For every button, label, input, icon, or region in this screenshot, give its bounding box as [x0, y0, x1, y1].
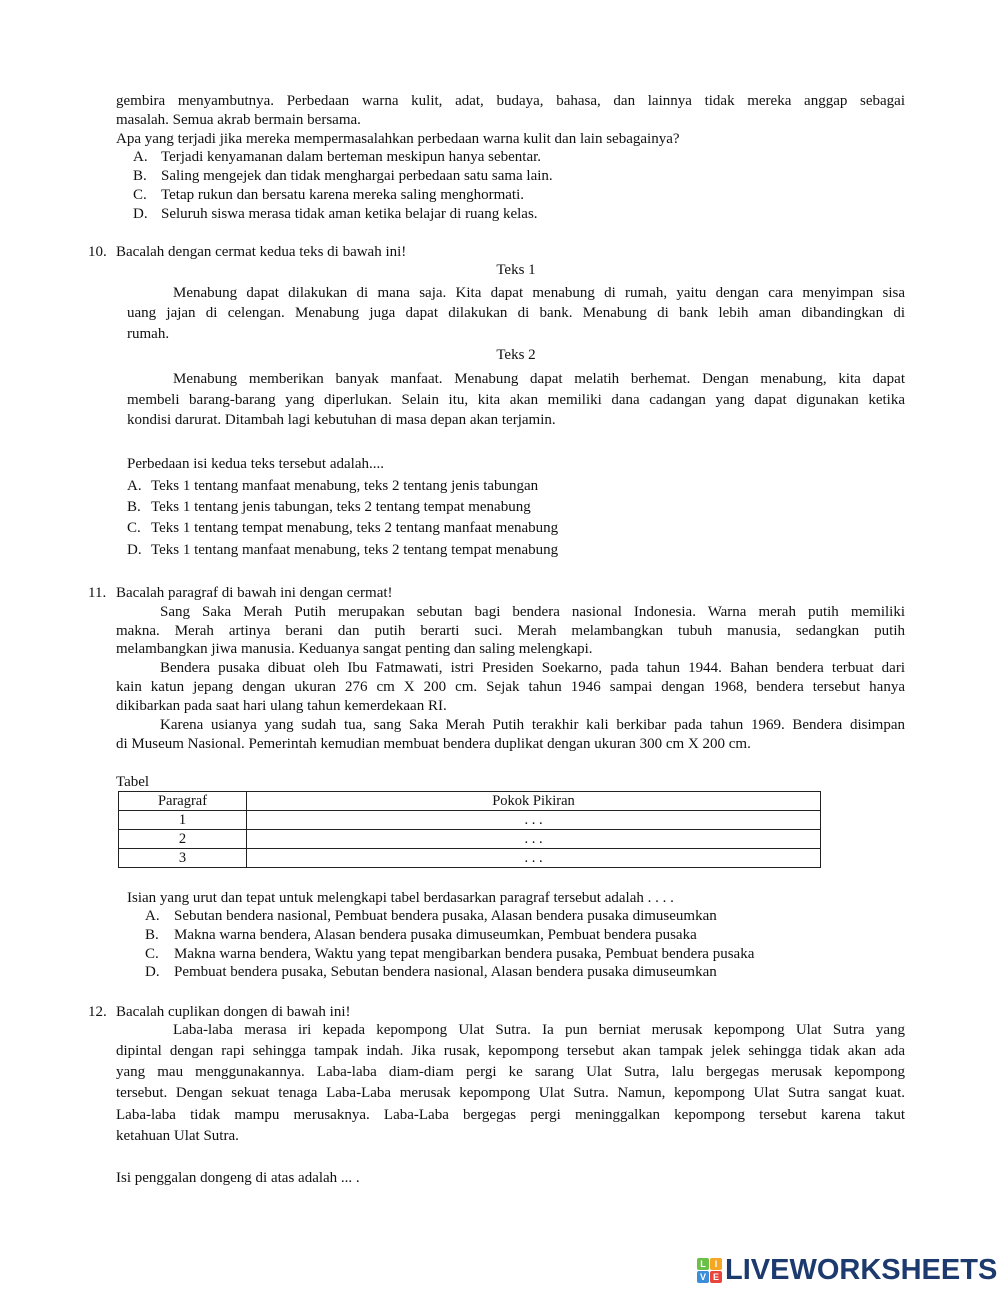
q10-option-c: Teks 1 tentang tempat menabung, teks 2 tentang manfaat menabung [151, 520, 559, 536]
q11-option-c: Makna warna bendera, Waktu yang tepat mengibarkan bendera pusaka, Pembuat bendera pusaka [174, 946, 755, 962]
q9-option-b-letter: B. [133, 168, 147, 184]
table-row [119, 830, 821, 849]
q11-number: 11. [88, 585, 107, 601]
q10-text2-line: Menabung memberikan banyak manfaat. Menabung dapat melatih berhemat. Dengan menabung, kita dapat [173, 371, 905, 387]
q12-passage-line: yang mau menggunakannya. Laba-laba diam-diam pergi ke sarang Ulat Sutra, lalu bergegas merusak kepompong [116, 1064, 905, 1080]
table-cell: . . . [247, 830, 821, 849]
q11-passage-line: di Museum Nasional. Pemerintah kemudian membuat bendera duplikat dengan ukuran 300 cm X 200 cm. [116, 736, 751, 752]
q10-option-b: Teks 1 tentang jenis tabungan, teks 2 tentang tempat menabung [151, 499, 531, 515]
table-cell: 2 [119, 830, 247, 849]
table-cell: . . . [247, 811, 821, 830]
table-cell: 1 [119, 811, 247, 830]
logo-wordmark: LIVEWORKSHEETS [725, 1254, 998, 1286]
q10-text1-line: Menabung dapat dilakukan di mana saja. Kita dapat menabung di rumah, yaitu dengan cara menyimpan sisa [173, 285, 905, 301]
q9-option-d-letter: D. [133, 206, 148, 222]
table-row [119, 849, 821, 868]
q11-table-label: Tabel [116, 774, 150, 790]
q9-question: Apa yang terjadi jika mereka mempermasalahkan perbedaan warna kulit dan lain sebagainya? [116, 131, 680, 147]
q11-passage-line: Bendera pusaka dibuat oleh Ibu Fatmawati, istri Presiden Soekarno, pada tahun 1944. Bahan bendera terbuat dari [160, 660, 905, 676]
liveworksheets-logo [697, 1256, 997, 1284]
live-logo-icon [697, 1258, 722, 1283]
q12-instruction: Bacalah cuplikan dongen di bawah ini! [116, 1004, 351, 1020]
q11-option-b-letter: B. [145, 927, 159, 943]
q11-option-a: Sebutan bendera nasional, Pembuat bendera pusaka, Alasan bendera pusaka dimuseumkan [174, 908, 717, 924]
q11-passage-line: kain katun jepang dengan ukuran 276 cm X 200 cm. Sejak tahun 1946 sampai dengan 1968, bendera tersebut hanya [116, 679, 905, 695]
table-row [119, 811, 821, 830]
q11-option-c-letter: C. [145, 946, 159, 962]
table-header-row [119, 792, 821, 811]
q10-option-d-letter: D. [127, 542, 142, 558]
q10-text2-title: Teks 2 [496, 347, 536, 363]
logo-letter: L [697, 1258, 709, 1270]
logo-letter: E [710, 1271, 722, 1283]
logo-letter: I [710, 1258, 722, 1270]
q11-instruction: Bacalah paragraf di bawah ini dengan cermat! [116, 585, 393, 601]
logo-letter: V [697, 1271, 709, 1283]
table-cell: 3 [119, 849, 247, 868]
q12-passage-line: Laba-laba tidak mampu merusaknya. Laba-Laba bergegas pergi meninggalkan kepompong tersebut karena takut [116, 1107, 905, 1123]
q10-instruction: Bacalah dengan cermat kedua teks di bawah ini! [116, 244, 407, 260]
table-cell: . . . [247, 849, 821, 868]
q11-option-d-letter: D. [145, 964, 160, 980]
q10-option-b-letter: B. [127, 499, 141, 515]
q10-text1-title: Teks 1 [496, 262, 536, 278]
q12-passage-line: ketahuan Ulat Sutra. [116, 1128, 239, 1144]
q10-text1-line: rumah. [127, 326, 170, 342]
q12-passage-line: dipintal dengan rapi sehingga tampak indah. Jika rusak, kepompong tersebut akan tampak jelek sehingga tidak akan ada [116, 1043, 905, 1059]
q9-option-b: Saling mengejek dan tidak menghargai perbedaan satu sama lain. [161, 168, 553, 184]
q11-passage-line: Karena usianya yang sudah tua, sang Saka Merah Putih terakhir kali berkibar pada tahun 1969. Bendera disimpan [160, 717, 905, 733]
q9-option-a: Terjadi kenyamanan dalam berteman meskipun hanya sebentar. [161, 149, 542, 165]
q11-passage-line: melambangkan jiwa manusia. Keduanya sangat penting dan saling melengkapi. [116, 641, 593, 657]
q10-text2-line: membeli barang-barang yang diperlukan. Selain itu, kita akan memiliki dana cadangan yang dapat digunakan ketika [127, 392, 905, 408]
q10-text1-line: uang jajan di celengan. Menabung juga dapat dilakukan di bank. Menabung di bank lebih aman dibandingkan di [127, 305, 905, 321]
q11-table [118, 791, 821, 868]
q9-passage-line: gembira menyambutnya. Perbedaan warna kulit, adat, budaya, bahasa, dan lainnya tidak mereka anggap sebagai [116, 93, 905, 109]
q10-option-a-letter: A. [127, 478, 142, 494]
q12-question: Isi penggalan dongeng di atas adalah ... . [116, 1170, 360, 1186]
q9-option-c-letter: C. [133, 187, 147, 203]
q9-passage-line: masalah. Semua akrab bermain bersama. [116, 112, 361, 128]
q11-question: Isian yang urut dan tepat untuk melengkapi tabel berdasarkan paragraf tersebut adalah . . . . [127, 890, 674, 906]
q10-option-a: Teks 1 tentang manfaat menabung, teks 2 tentang jenis tabungan [151, 478, 539, 494]
q11-passage-line: makna. Merah artinya berani dan putih berarti suci. Merah melambangkan tubuh manusia, sedangkan putih [116, 623, 905, 639]
q10-number: 10. [88, 244, 107, 260]
q10-option-d: Teks 1 tentang manfaat menabung, teks 2 tentang tempat menabung [151, 542, 559, 558]
q11-option-d: Pembuat bendera pusaka, Sebutan bendera nasional, Alasan bendera pusaka dimuseumkan [174, 964, 717, 980]
table-header: Paragraf [119, 792, 247, 811]
q9-option-c: Tetap rukun dan bersatu karena mereka saling menghormati. [161, 187, 524, 203]
q12-number: 12. [88, 1004, 107, 1020]
q12-passage-line: tersebut. Dengan sekuat tenaga Laba-Laba merusak kepompong Ulat Sutra. Namun, kepompong Ulat Sutra sangat kuat. [116, 1085, 905, 1101]
q9-option-d: Seluruh siswa merasa tidak aman ketika belajar di ruang kelas. [161, 206, 538, 222]
table-header: Pokok Pikiran [247, 792, 821, 811]
q12-passage-line: Laba-laba merasa iri kepada kepompong Ulat Sutra. Ia pun berniat merusak kepompong Ulat Sutra yang [173, 1022, 905, 1038]
q10-text2-line: kondisi darurat. Ditambah lagi kebutuhan di masa depan akan terjamin. [127, 412, 556, 428]
q10-question: Perbedaan isi kedua teks tersebut adalah.... [127, 456, 384, 472]
q11-passage-line: Sang Saka Merah Putih merupakan sebutan bagi bendera nasional Indonesia. Warna merah putih memiliki [160, 604, 905, 620]
q11-option-a-letter: A. [145, 908, 160, 924]
q9-option-a-letter: A. [133, 149, 148, 165]
q11-option-b: Makna warna bendera, Alasan bendera pusaka dimuseumkan, Pembuat bendera pusaka [174, 927, 697, 943]
q10-option-c-letter: C. [127, 520, 141, 536]
q11-passage-line: dikibarkan pada saat hari ulang tahun kemerdekaan RI. [116, 698, 447, 714]
